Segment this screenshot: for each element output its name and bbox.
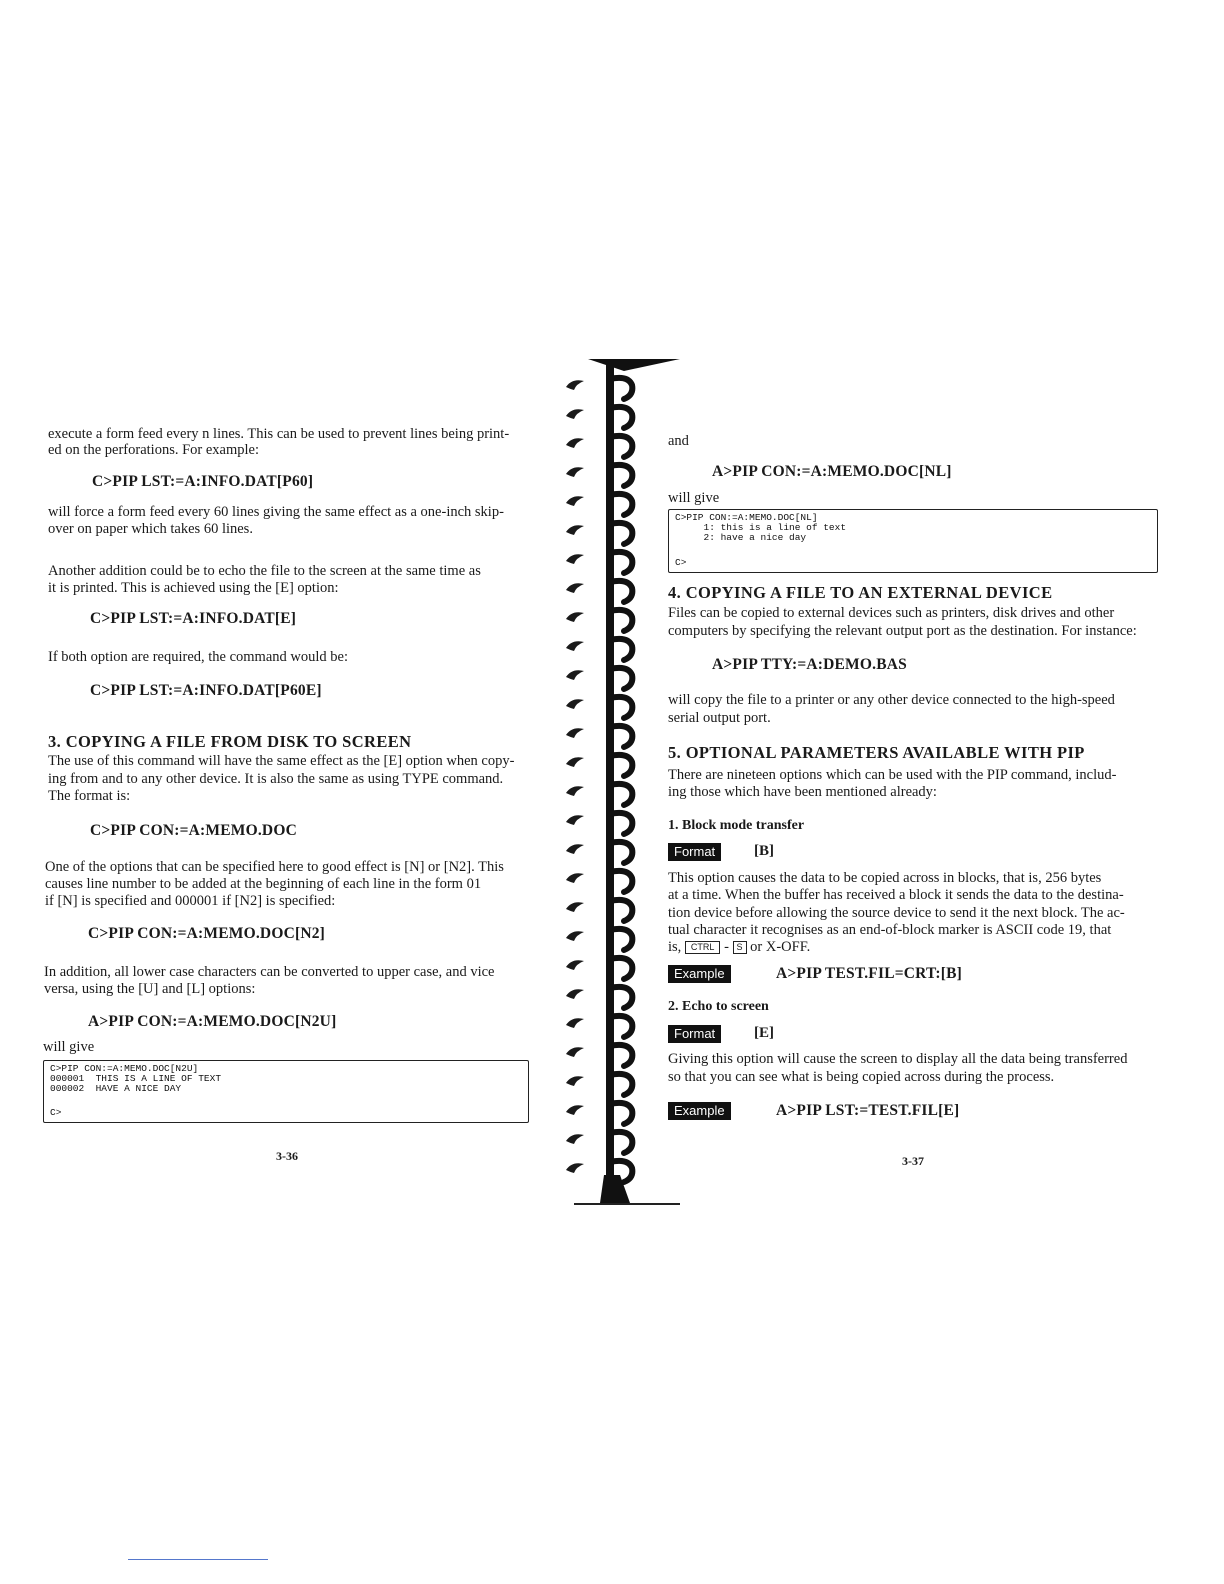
para-copy-1: will copy the file to a printer or any other device connected to the high-speed (668, 692, 1115, 708)
example-e-command: A>PIP LST:=TEST.FIL[E] (776, 1102, 960, 1119)
s-key-icon: S (733, 941, 747, 954)
will-give-left: will give (43, 1039, 95, 1055)
para-echo-2: it is printed. This is achieved using the [E] option: (48, 580, 339, 596)
para-s4-1: Files can be copied to external devices such as printers, disk drives and other (668, 605, 1115, 621)
example-label-b: Example (668, 965, 731, 983)
para-case-1: In addition, all lower case characters can be converted to upper case, and vice (44, 964, 495, 980)
para-b-5-prefix: is, (668, 939, 682, 955)
subsection-2-heading: 2. Echo to screen (668, 999, 769, 1014)
page-number-right: 3-37 (902, 1154, 924, 1168)
section-3-heading: 3. COPYING A FILE FROM DISK TO SCREEN (48, 732, 412, 751)
para-form-feed-2: ed on the perforations. For example: (48, 442, 259, 458)
para-b-3: tion device before allowing the source device to send it the next block. The ac- (668, 905, 1125, 921)
subsection-1-heading: 1. Block mode transfer (668, 818, 805, 833)
para-e-2: so that you can see what is being copied across during the process. (668, 1069, 1055, 1085)
will-give-right: will give (668, 490, 720, 506)
para-opts-1: One of the options that can be specified here to good effect is [N] or [N2]. This (45, 859, 504, 875)
para-b-2: at a time. When the buffer has received a block it sends the data to the destina- (668, 887, 1124, 903)
page-number-left: 3-36 (276, 1149, 298, 1163)
para-e-1: Giving this option will cause the screen to display all the data being transferred (668, 1051, 1128, 1067)
para-s3-1: The use of this command will have the same effect as the [E] option when copy- (48, 753, 515, 769)
example-b-command: A>PIP TEST.FIL=CRT:[B] (776, 965, 963, 982)
text-and: and (668, 433, 689, 449)
para-s4-2: computers by specifying the relevant output port as the destination. For instance: (668, 623, 1137, 639)
screen-line-1: C>PIP CON:=A:MEMO.DOC[NL] (675, 512, 818, 523)
command-p60: C>PIP LST:=A:INFO.DAT[P60] (92, 473, 314, 490)
para-b-5 (668, 938, 810, 956)
para-opts-2: causes line number to be added at the beginning of each line in the form 01 (45, 876, 482, 892)
option-b: [B] (754, 843, 774, 859)
screen-line-3: 000002 HAVE A NICE DAY (50, 1083, 182, 1094)
para-s5-2: ing those which have been mentioned already: (668, 784, 937, 800)
para-s5-1: There are nineteen options which can be used with the PIP command, includ- (668, 767, 1117, 783)
para-s3-3: The format is: (48, 788, 131, 804)
command-n2: C>PIP CON:=A:MEMO.DOC[N2] (88, 925, 326, 942)
command-p60e: C>PIP LST:=A:INFO.DAT[P60E] (90, 682, 322, 699)
format-label-e: Format (668, 1025, 721, 1043)
screen-prompt: C> (50, 1107, 62, 1118)
screen-output-nl (668, 509, 1158, 573)
para-force-1: will force a form feed every 60 lines giving the same effect as a one-inch skip- (48, 504, 504, 520)
screen-line-1: C>PIP CON:=A:MEMO.DOC[N2U] (50, 1063, 199, 1074)
para-force-2: over on paper which takes 60 lines. (48, 521, 253, 537)
screen-output-n2u (43, 1060, 529, 1123)
para-form-feed-1: execute a form feed every n lines. This can be used to prevent lines being print- (48, 426, 510, 442)
command-nl: A>PIP CON:=A:MEMO.DOC[NL] (712, 463, 952, 480)
key-combination-dash: - (724, 939, 729, 955)
para-both: If both option are required, the command would be: (48, 649, 348, 665)
para-copy-2: serial output port. (668, 710, 771, 726)
screen-prompt: C> (675, 557, 687, 568)
command-n2u: A>PIP CON:=A:MEMO.DOC[N2U] (88, 1013, 337, 1030)
screen-line-2: 1: this is a line of text (675, 522, 847, 533)
section-4-heading: 4. COPYING A FILE TO AN EXTERNAL DEVICE (668, 583, 1053, 602)
para-echo-1: Another addition could be to echo the file to the screen at the same time as (48, 563, 481, 579)
para-b-1: This option causes the data to be copied across in blocks, that is, 256 bytes (668, 870, 1102, 886)
command-memo: C>PIP CON:=A:MEMO.DOC (90, 822, 297, 839)
para-b-4: tual character it recognises as an end-of-block marker is ASCII code 19, that (668, 922, 1112, 938)
para-opts-3: if [N] is specified and 000001 if [N2] is specified: (45, 893, 336, 909)
para-b-5-suffix: or X-OFF. (750, 939, 811, 955)
command-e: C>PIP LST:=A:INFO.DAT[E] (90, 610, 297, 627)
option-e: [E] (754, 1025, 774, 1041)
bottom-rule (128, 1559, 268, 1560)
section-5-heading: 5. OPTIONAL PARAMETERS AVAILABLE WITH PIP (668, 743, 1085, 762)
ctrl-key-icon: CTRL (685, 941, 721, 954)
screen-line-2: 000001 THIS IS A LINE OF TEXT (50, 1073, 222, 1084)
right-page (600, 0, 1224, 1584)
left-page (0, 0, 560, 1584)
format-label-b: Format (668, 843, 721, 861)
para-case-2: versa, using the [U] and [L] options: (44, 981, 256, 997)
example-label-e: Example (668, 1102, 731, 1120)
command-tty: A>PIP TTY:=A:DEMO.BAS (712, 656, 907, 673)
screen-line-3: 2: have a nice day (675, 532, 807, 543)
para-s3-2: ing from and to any other device. It is also the same as using TYPE command. (48, 771, 504, 787)
